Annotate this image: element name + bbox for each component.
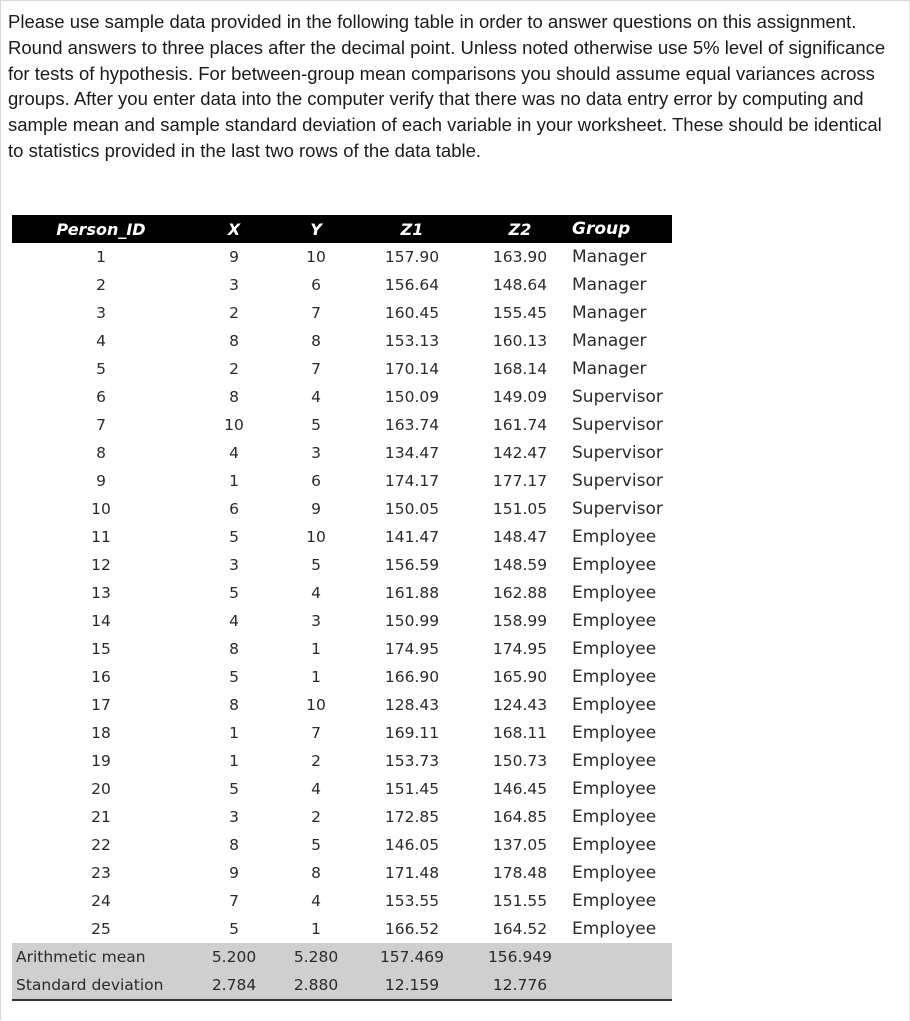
x-cell: 6	[229, 500, 239, 518]
table-row	[12, 635, 672, 663]
x-cell: 4	[229, 444, 239, 462]
y-cell: 1	[311, 668, 321, 686]
table-summary	[12, 943, 672, 1000]
z1-cell: 150.09	[384, 388, 440, 406]
col-header-y: Y	[278, 215, 354, 243]
group-cell: Employee	[572, 555, 657, 575]
group-stat	[570, 943, 672, 971]
person-id-cell: 20	[91, 780, 111, 798]
x-stat: 2.784	[190, 971, 278, 1000]
person-id-cell: 23	[91, 864, 111, 882]
person-id-cell: 8	[96, 444, 106, 462]
z1-cell: 166.52	[384, 920, 440, 938]
table-row	[12, 803, 672, 831]
table-row	[12, 243, 672, 271]
table-row	[12, 607, 672, 635]
person-id-cell: 15	[91, 640, 111, 658]
y-cell: 5	[311, 836, 321, 854]
person-id-cell: 19	[91, 752, 111, 770]
table-row	[12, 299, 672, 327]
mean-row	[12, 943, 672, 971]
y-cell: 8	[311, 864, 321, 882]
y-cell: 2	[311, 808, 321, 826]
group-cell: Employee	[572, 527, 657, 547]
x-cell: 8	[229, 640, 239, 658]
table-row	[12, 747, 672, 775]
y-stat: 2.880	[278, 971, 354, 1000]
x-cell: 3	[229, 556, 239, 574]
z1-cell: 134.47	[384, 444, 440, 462]
y-cell: 9	[311, 500, 321, 518]
table-row	[12, 887, 672, 915]
z1-cell: 160.45	[384, 304, 440, 322]
x-cell: 7	[229, 892, 239, 910]
z2-cell: 158.99	[492, 612, 548, 630]
std-dev-row	[12, 971, 672, 1000]
y-cell: 4	[311, 892, 321, 910]
group-cell: Supervisor	[572, 499, 663, 519]
z2-cell: 165.90	[492, 668, 548, 686]
z1-cell: 166.90	[384, 668, 440, 686]
instructions-text: Please use sample data provided in the following table in order to answer questions on this assignment. Round answers to three places after the decimal point. Unless noted otherwise use 5% level of significance for tests of hypothesis. For between-group mean comparisons you should assume equal variances across groups. After you enter data into the computer verify that there was no data entry error by computing and sample mean and sample standard deviation of each variable in your worksheet. These should be identical to statistics provided in the last two rows of the data table.	[8, 11, 886, 161]
person-id-cell: 9	[96, 472, 106, 490]
table-row	[12, 523, 672, 551]
x-stat: 5.200	[190, 943, 278, 971]
z1-cell: 150.05	[384, 500, 440, 518]
group-cell: Employee	[572, 695, 657, 715]
table-row	[12, 327, 672, 355]
x-cell: 4	[229, 612, 239, 630]
group-stat	[570, 971, 672, 1000]
z1-cell: 146.05	[384, 836, 440, 854]
y-cell: 10	[306, 248, 326, 266]
table-row	[12, 467, 672, 495]
z2-cell: 163.90	[492, 248, 548, 266]
y-cell: 8	[311, 332, 321, 350]
group-cell: Manager	[572, 331, 647, 351]
person-id-cell: 11	[91, 528, 111, 546]
table-body	[12, 243, 672, 943]
y-cell: 5	[311, 556, 321, 574]
z2-cell: 137.05	[492, 836, 548, 854]
person-id-cell: 4	[96, 332, 106, 350]
x-cell: 1	[229, 752, 239, 770]
z1-cell: 153.13	[384, 332, 440, 350]
x-cell: 5	[229, 528, 239, 546]
x-cell: 5	[229, 780, 239, 798]
col-header-z2: Z2	[470, 215, 570, 243]
person-id-cell: 13	[91, 584, 111, 602]
group-cell: Manager	[572, 247, 647, 267]
x-cell: 8	[229, 388, 239, 406]
z2-cell: 151.05	[492, 500, 548, 518]
col-header-x: X	[190, 215, 278, 243]
group-cell: Employee	[572, 611, 657, 631]
z1-cell: 151.45	[384, 780, 440, 798]
z2-cell: 168.11	[492, 724, 548, 742]
x-cell: 5	[229, 584, 239, 602]
y-cell: 2	[311, 752, 321, 770]
group-cell: Employee	[572, 723, 657, 743]
group-cell: Employee	[572, 863, 657, 883]
x-cell: 3	[229, 808, 239, 826]
table-row	[12, 663, 672, 691]
y-cell: 7	[311, 724, 321, 742]
group-cell: Supervisor	[572, 387, 663, 407]
group-cell: Employee	[572, 751, 657, 771]
person-id-cell: 24	[91, 892, 111, 910]
group-cell: Employee	[572, 667, 657, 687]
group-cell: Employee	[572, 779, 657, 799]
z1-stat: 12.159	[354, 971, 470, 1000]
person-id-cell: 22	[91, 836, 111, 854]
y-cell: 6	[311, 276, 321, 294]
group-cell: Employee	[572, 639, 657, 659]
group-cell: Manager	[572, 359, 647, 379]
x-cell: 9	[229, 248, 239, 266]
x-cell: 8	[229, 696, 239, 714]
z1-cell: 174.95	[384, 640, 440, 658]
y-cell: 5	[311, 416, 321, 434]
group-cell: Supervisor	[572, 443, 663, 463]
z1-cell: 128.43	[384, 696, 440, 714]
y-cell: 7	[311, 304, 321, 322]
header-row	[12, 215, 672, 243]
table-row	[12, 383, 672, 411]
y-cell: 4	[311, 584, 321, 602]
person-id-cell: 3	[96, 304, 106, 322]
z2-cell: 155.45	[492, 304, 548, 322]
x-cell: 1	[229, 724, 239, 742]
z2-cell: 174.95	[492, 640, 548, 658]
z2-cell: 178.48	[492, 864, 548, 882]
table-row	[12, 439, 672, 467]
group-cell: Supervisor	[572, 471, 663, 491]
z1-cell: 169.11	[384, 724, 440, 742]
person-id-cell: 2	[96, 276, 106, 294]
table-row	[12, 831, 672, 859]
y-cell: 1	[311, 920, 321, 938]
y-cell: 4	[311, 388, 321, 406]
y-cell: 7	[311, 360, 321, 378]
x-cell: 5	[229, 668, 239, 686]
person-id-cell: 12	[91, 556, 111, 574]
col-header-z1: Z1	[354, 215, 470, 243]
z1-cell: 156.64	[384, 276, 440, 294]
x-cell: 9	[229, 864, 239, 882]
y-cell: 1	[311, 640, 321, 658]
person-id-cell: 5	[96, 360, 106, 378]
y-cell: 6	[311, 472, 321, 490]
person-id-cell: 17	[91, 696, 111, 714]
z2-cell: 160.13	[492, 332, 548, 350]
z2-stat: 156.949	[470, 943, 570, 971]
z2-cell: 162.88	[492, 584, 548, 602]
z1-cell: 174.17	[384, 472, 440, 490]
person-id-cell: 10	[91, 500, 111, 518]
z1-cell: 153.73	[384, 752, 440, 770]
z1-cell: 163.74	[384, 416, 440, 434]
x-cell: 8	[229, 332, 239, 350]
z2-cell: 151.55	[492, 892, 548, 910]
table-row	[12, 495, 672, 523]
table-row	[12, 355, 672, 383]
z2-stat: 12.776	[470, 971, 570, 1000]
z2-cell: 142.47	[492, 444, 548, 462]
z2-cell: 164.52	[492, 920, 548, 938]
y-cell: 4	[311, 780, 321, 798]
y-cell: 10	[306, 696, 326, 714]
table-row	[12, 915, 672, 943]
data-table	[12, 215, 672, 1001]
z1-cell: 172.85	[384, 808, 440, 826]
table-row	[12, 551, 672, 579]
person-id-cell: 7	[96, 416, 106, 434]
table-row	[12, 775, 672, 803]
col-header-person-id: Person_ID	[12, 215, 190, 243]
z2-cell: 124.43	[492, 696, 548, 714]
person-id-cell: 6	[96, 388, 106, 406]
group-cell: Employee	[572, 891, 657, 911]
table-row	[12, 271, 672, 299]
group-cell: Employee	[572, 835, 657, 855]
z2-cell: 164.85	[492, 808, 548, 826]
table-row	[12, 691, 672, 719]
z1-cell: 157.90	[384, 248, 440, 266]
x-cell: 2	[229, 360, 239, 378]
group-cell: Employee	[572, 919, 657, 939]
person-id-cell: 18	[91, 724, 111, 742]
y-cell: 3	[311, 444, 321, 462]
group-cell: Manager	[572, 303, 647, 323]
z2-cell: 168.14	[492, 360, 548, 378]
z1-cell: 156.59	[384, 556, 440, 574]
z1-cell: 170.14	[384, 360, 440, 378]
stat-label: Standard deviation	[12, 971, 190, 1000]
z1-cell: 150.99	[384, 612, 440, 630]
y-cell: 10	[306, 528, 326, 546]
table-row	[12, 859, 672, 887]
x-cell: 8	[229, 836, 239, 854]
group-cell: Employee	[572, 583, 657, 603]
z2-cell: 148.59	[492, 556, 548, 574]
z1-stat: 157.469	[354, 943, 470, 971]
z1-cell: 171.48	[384, 864, 440, 882]
z2-cell: 177.17	[492, 472, 548, 490]
group-cell: Manager	[572, 275, 647, 295]
z1-cell: 153.55	[384, 892, 440, 910]
group-cell: Employee	[572, 807, 657, 827]
x-cell: 10	[224, 416, 244, 434]
table-row	[12, 579, 672, 607]
person-id-cell: 21	[91, 808, 111, 826]
z2-cell: 146.45	[492, 780, 548, 798]
z2-cell: 150.73	[492, 752, 548, 770]
y-cell: 3	[311, 612, 321, 630]
x-cell: 2	[229, 304, 239, 322]
z2-cell: 148.64	[492, 276, 548, 294]
stat-label: Arithmetic mean	[12, 943, 190, 971]
person-id-cell: 1	[96, 248, 106, 266]
x-cell: 3	[229, 276, 239, 294]
person-id-cell: 16	[91, 668, 111, 686]
z2-cell: 149.09	[492, 388, 548, 406]
z1-cell: 141.47	[384, 528, 440, 546]
z2-cell: 148.47	[492, 528, 548, 546]
table-row	[12, 719, 672, 747]
person-id-cell: 14	[91, 612, 111, 630]
y-stat: 5.280	[278, 943, 354, 971]
x-cell: 1	[229, 472, 239, 490]
table-row	[12, 411, 672, 439]
col-header-group: Group	[570, 215, 672, 243]
person-id-cell: 25	[91, 920, 111, 938]
z1-cell: 161.88	[384, 584, 440, 602]
z2-cell: 161.74	[492, 416, 548, 434]
table-header	[12, 215, 672, 243]
x-cell: 5	[229, 920, 239, 938]
group-cell: Supervisor	[572, 415, 663, 435]
